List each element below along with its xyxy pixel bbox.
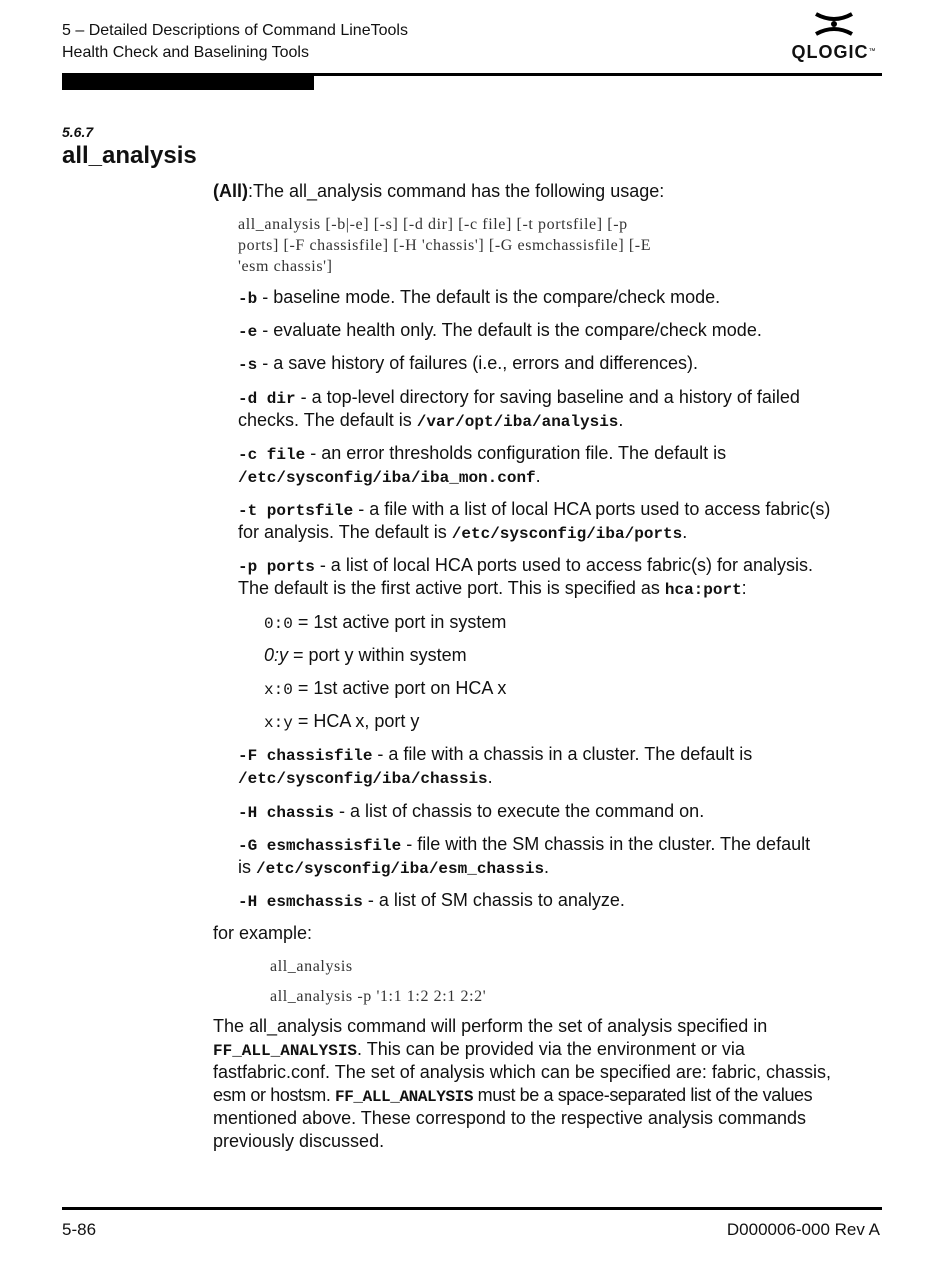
closing-line-4a: esm or hostsm. xyxy=(213,1085,336,1105)
option-F xyxy=(238,743,752,768)
option-d-end: . xyxy=(618,410,624,430)
option-t-text: - a file with a list of local HCA ports used to access fabric(s) xyxy=(353,499,831,519)
option-H-text: - a list of chassis to execute the command on. xyxy=(334,801,705,821)
option-H xyxy=(238,800,704,825)
option-t-path: /etc/sysconfig/iba/ports xyxy=(451,525,683,543)
option-G xyxy=(238,833,810,858)
intro-bold: (All) xyxy=(213,181,248,201)
option-e-text: - evaluate health only. The default is the compare/check mode. xyxy=(257,320,762,340)
qlogic-mark-icon xyxy=(812,10,856,38)
option-p-text2: The default is the first active port. This is specified as xyxy=(238,578,665,598)
option-t xyxy=(238,498,830,523)
section-title: all_analysis xyxy=(62,142,197,169)
option-d-path: /var/opt/iba/analysis xyxy=(416,413,619,431)
header-subsection: Health Check and Baselining Tools xyxy=(62,44,309,61)
option-s xyxy=(238,352,698,377)
closing-line-2-text: . This can be provided via the environment or via xyxy=(357,1039,745,1059)
usage-line-1: all_analysis [-b|-e] [-s] [-d dir] [-c file] [-t portsfile] [-p xyxy=(238,216,628,233)
option-H-flag: -H chassis xyxy=(238,804,335,822)
option-d-flag: -d dir xyxy=(238,390,296,408)
footer-rule xyxy=(62,1207,882,1210)
port-item-3 xyxy=(264,677,506,702)
option-c-line2 xyxy=(238,465,541,490)
closing-line-3: fastfabric.conf. The set of analysis which can be specified are: fabric, chassis, xyxy=(213,1062,831,1082)
option-e-flag: -e xyxy=(238,323,258,341)
option-F-path: /etc/sysconfig/iba/chassis xyxy=(238,770,488,788)
option-s-text: - a save history of failures (i.e., errors and differences). xyxy=(257,353,699,373)
option-t-flag: -t portsfile xyxy=(238,502,354,520)
logo-text: QLOGIC xyxy=(791,42,869,62)
option-b-text: - baseline mode. The default is the compare/check mode. xyxy=(257,287,721,307)
port-item-2-text: = port y within system xyxy=(288,645,467,665)
port-item-4 xyxy=(264,710,419,735)
option-F-end: . xyxy=(487,767,493,787)
closing-line-4b: must be a space-separated list of the values xyxy=(473,1085,813,1105)
port-item-4-text: = HCA x, port y xyxy=(292,711,420,731)
closing-code-2: FF_ALL_ANALYSIS xyxy=(335,1088,474,1106)
port-item-3-text: = 1st active port on HCA x xyxy=(292,678,507,698)
option-p-flag: -p ports xyxy=(238,558,315,576)
footer-doc-id: D000006-000 Rev A xyxy=(726,1220,880,1239)
option-p xyxy=(238,554,813,579)
logo-trademark: ™ xyxy=(868,48,877,55)
port-item-1-code: 0:0 xyxy=(264,615,293,633)
option-G-text2: is xyxy=(238,857,256,877)
option-b-flag: -b xyxy=(238,290,258,308)
usage-line-2: ports] [-F chassisfile] [-H 'chassis'] [-G esmchassisfile] [-E xyxy=(238,237,652,254)
qlogic-logo xyxy=(786,10,882,66)
port-item-1-text: = 1st active port in system xyxy=(292,612,507,632)
option-d xyxy=(238,386,800,411)
option-c-text: - an error thresholds configuration file. The default is xyxy=(305,443,727,463)
intro-paragraph xyxy=(213,180,664,203)
closing-line-5: mentioned above. These correspond to the respective analysis commands xyxy=(213,1108,806,1128)
option-F-line2 xyxy=(238,766,493,791)
option-d-line2 xyxy=(238,409,623,434)
example-1: all_analysis xyxy=(270,958,353,975)
option-t-end: . xyxy=(682,522,688,542)
option-e xyxy=(238,319,762,344)
port-item-1 xyxy=(264,611,506,636)
option-p-code: hca:port xyxy=(664,581,742,599)
option-b xyxy=(238,286,720,311)
option-c xyxy=(238,442,726,467)
option-F-text: - a file with a chassis in a cluster. The default is xyxy=(372,744,753,764)
option-G-line2 xyxy=(238,856,549,881)
option-d-text2: checks. The default is xyxy=(238,410,417,430)
option-s-flag: -s xyxy=(238,356,258,374)
closing-line-4 xyxy=(213,1084,812,1109)
port-item-4-code: x:y xyxy=(264,714,293,732)
option-c-end: . xyxy=(535,466,541,486)
footer-page-number: 5-86 xyxy=(62,1220,97,1239)
header-chapter: 5 – Detailed Descriptions of Command LineTools xyxy=(62,22,408,39)
option-p-text: - a list of local HCA ports used to access fabric(s) for analysis. xyxy=(314,555,813,575)
option-E-flag: -H esmchassis xyxy=(238,893,363,911)
option-t-text2: for analysis. The default is xyxy=(238,522,452,542)
option-G-text: - file with the SM chassis in the cluster. The default xyxy=(401,834,811,854)
option-F-flag: -F chassisfile xyxy=(238,747,373,765)
example-2: all_analysis -p '1:1 1:2 2:1 2:2' xyxy=(270,988,487,1005)
port-item-3-code: x:0 xyxy=(264,681,293,699)
closing-code-1: FF_ALL_ANALYSIS xyxy=(213,1042,358,1060)
closing-line-6: previously discussed. xyxy=(213,1131,385,1151)
option-G-end: . xyxy=(544,857,550,877)
intro-text: :The all_analysis command has the following usage: xyxy=(248,181,665,201)
option-c-flag: -c file xyxy=(238,446,306,464)
option-E-text: - a list of SM chassis to analyze. xyxy=(362,890,625,910)
port-item-2 xyxy=(264,644,467,667)
option-p-line2 xyxy=(238,577,747,602)
section-number: 5.6.7 xyxy=(62,124,94,140)
option-G-flag: -G esmchassisfile xyxy=(238,837,402,855)
option-t-line2 xyxy=(238,521,687,546)
option-d-text: - a top-level directory for saving baseline and a history of failed xyxy=(295,387,800,407)
closing-line-2 xyxy=(213,1038,745,1063)
usage-line-3: 'esm chassis'] xyxy=(238,258,333,275)
option-p-end: : xyxy=(741,578,747,598)
header-tab-bar xyxy=(62,76,314,90)
option-E xyxy=(238,889,625,914)
option-c-path: /etc/sysconfig/iba/iba_mon.conf xyxy=(238,469,536,487)
closing-line-1: The all_analysis command will perform the set of analysis specified in xyxy=(213,1016,768,1036)
example-label: for example: xyxy=(213,923,313,943)
option-G-path: /etc/sysconfig/iba/esm_chassis xyxy=(256,860,545,878)
port-item-2-code: 0:y xyxy=(264,645,289,665)
